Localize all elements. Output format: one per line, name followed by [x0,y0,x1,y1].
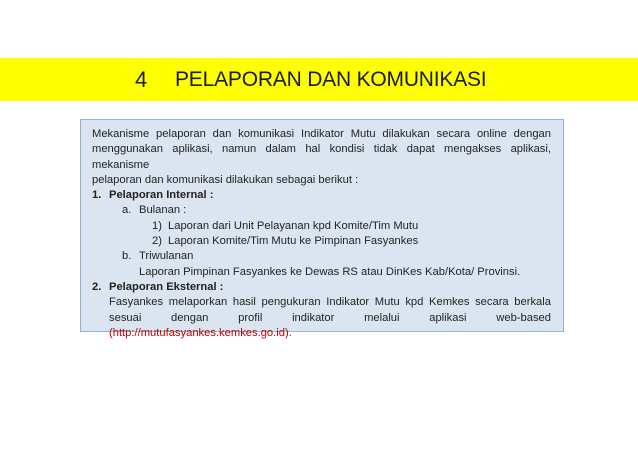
internal-a-item-1 [92,219,551,234]
internal-a-label: Bulanan : [139,204,187,217]
external-link[interactable]: (http://mutufasyankes.kemkes.go.id). [109,326,292,339]
external-title: Pelaporan Eksternal : [109,280,224,293]
internal-a-item-2 [92,234,551,249]
internal-heading [92,188,551,203]
section-banner [0,58,638,101]
internal-b [92,249,551,264]
internal-a-item-1-marker: 1) [152,219,162,232]
internal-b-text: Laporan Pimpinan Fasyankes ke Dewas RS atau DinKes Kab/Kota/ Provinsi. [139,265,521,278]
internal-title: Pelaporan Internal : [109,189,214,202]
intro-line-2: menggunakan aplikasi, namun dalam hal kondisi tidak dapat mengakses aplikasi, mekanisme [92,143,551,171]
external-line-1: Fasyankes melaporkan hasil pengukuran Indikator Mutu kpd Kemkes secara berkala [109,296,551,309]
content-box [80,119,564,339]
internal-b-marker: b. [122,250,132,263]
intro-line-3: pelaporan dan komunikasi dilakukan sebagai berikut : [92,173,359,186]
external-line-2: sesuai dengan profil indikator melalui aplikasi web-based [109,311,551,324]
internal-a-item-1-text: Laporan dari Unit Pelayanan kpd Komite/Tim Mutu [168,219,419,232]
section-number: 4 [135,67,148,92]
external-link-line [92,326,551,341]
internal-a-item-2-text: Laporan Komite/Tim Mutu ke Pimpinan Fasyankes [168,235,419,248]
internal-number: 1. [92,189,102,202]
internal-a-item-2-marker: 2) [152,235,162,248]
internal-a-marker: a. [122,204,132,217]
internal-a [92,203,551,218]
external-heading [92,280,551,295]
external-number: 2. [92,280,102,293]
section-title: PELAPORAN DAN KOMUNIKASI [175,68,487,91]
internal-b-label: Triwulanan [139,250,194,263]
intro-line-1: Mekanisme pelaporan dan komunikasi Indikator Mutu dilakukan secara online dengan [92,128,551,140]
